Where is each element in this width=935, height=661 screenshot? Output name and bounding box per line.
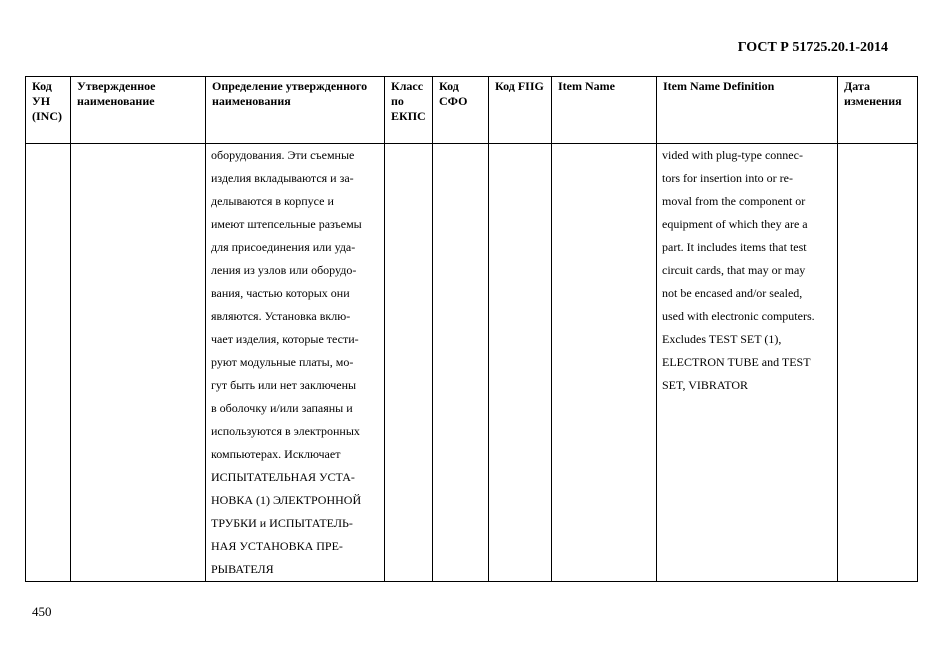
definition-ru-line: компьютерах. Исключает — [211, 447, 341, 461]
col-header-approved-name: Утвержденное наименование — [71, 77, 206, 144]
col-header-definition-ru: Определение утвержденного наименования — [206, 77, 385, 144]
definition-en-line: not be encased and/or sealed, — [662, 286, 803, 300]
definition-ru-line: НОВКА (1) ЭЛЕКТРОННОЙ — [211, 493, 362, 507]
definition-en-line: tors for insertion into or re- — [662, 171, 793, 185]
definition-ru-line: чает изделия, которые тести- — [211, 332, 359, 346]
col-header-change-date: Дата изменения — [838, 77, 918, 144]
definition-en-line: part. It includes items that test — [662, 240, 807, 254]
col-header-fiig-code: Код FIIG — [489, 77, 552, 144]
cell-definition-ru — [206, 144, 385, 582]
header-row — [26, 77, 918, 144]
definition-en-line: vided with plug-type connec- — [662, 148, 803, 162]
cell-inc — [26, 144, 71, 582]
definition-ru-line: ИСПЫТАТЕЛЬНАЯ УСТА- — [211, 470, 355, 484]
definition-ru-line: используются в электронных — [211, 424, 360, 438]
definition-ru-line: оборудования. Эти съемные — [211, 148, 355, 162]
definition-en-line: SET, VIBRATOR — [662, 378, 749, 392]
definition-ru-line: вания, частью которых они — [211, 286, 350, 300]
definition-ru-line: имеют штепсельные разъемы — [211, 217, 362, 231]
definition-ru-line: изделия вкладываются и за- — [211, 171, 354, 185]
col-header-item-name: Item Name — [552, 77, 657, 144]
definition-en-line: circuit cards, that may or may — [662, 263, 806, 277]
cell-item-name — [552, 144, 657, 582]
definition-en-line: used with electronic computers. — [662, 309, 815, 323]
definition-en-line: equipment of which they are a — [662, 217, 808, 231]
definition-ru-line: НАЯ УСТАНОВКА ПРЕ- — [211, 539, 343, 553]
cell-sfo-code — [433, 144, 489, 582]
definition-en-line: Excludes TEST SET (1), — [662, 332, 782, 346]
cell-definition-en — [657, 144, 838, 582]
cell-approved-name — [71, 144, 206, 582]
definition-ru-line: РЫВАТЕЛЯ — [211, 562, 274, 576]
definition-ru-line: гут быть или нет заключены — [211, 378, 357, 392]
definition-en-line: ELECTRON TUBE and TEST — [662, 355, 811, 369]
definition-ru-line: ТРУБКИ и ИСПЫТАТЕЛЬ- — [211, 516, 353, 530]
definition-ru-line: руют модульные платы, мо- — [211, 355, 354, 369]
definition-ru-line: ления из узлов или оборудо- — [211, 263, 357, 277]
col-header-definition-en: Item Name Definition — [657, 77, 838, 144]
col-header-inc: Код УН (INC) — [26, 77, 71, 144]
col-header-sfo-code: Код СФО — [433, 77, 489, 144]
definition-ru-line: делываются в корпусе и — [211, 194, 334, 208]
table-row — [26, 144, 918, 582]
cell-change-date — [838, 144, 918, 582]
cell-ekps-class — [385, 144, 433, 582]
cell-fiig-code — [489, 144, 552, 582]
item-table — [25, 76, 918, 582]
document-code: ГОСТ Р 51725.20.1-2014 — [737, 40, 888, 55]
definition-ru-line: для присоединения или уда- — [211, 240, 356, 254]
definition-ru-line: в оболочку и/или запаяны и — [211, 401, 353, 415]
col-header-ekps-class: Класс по ЕКПС — [385, 77, 433, 144]
definition-en-line: moval from the component or — [662, 194, 806, 208]
definition-ru-line: являются. Установка вклю- — [211, 309, 351, 323]
page-number: 450 — [32, 604, 52, 619]
